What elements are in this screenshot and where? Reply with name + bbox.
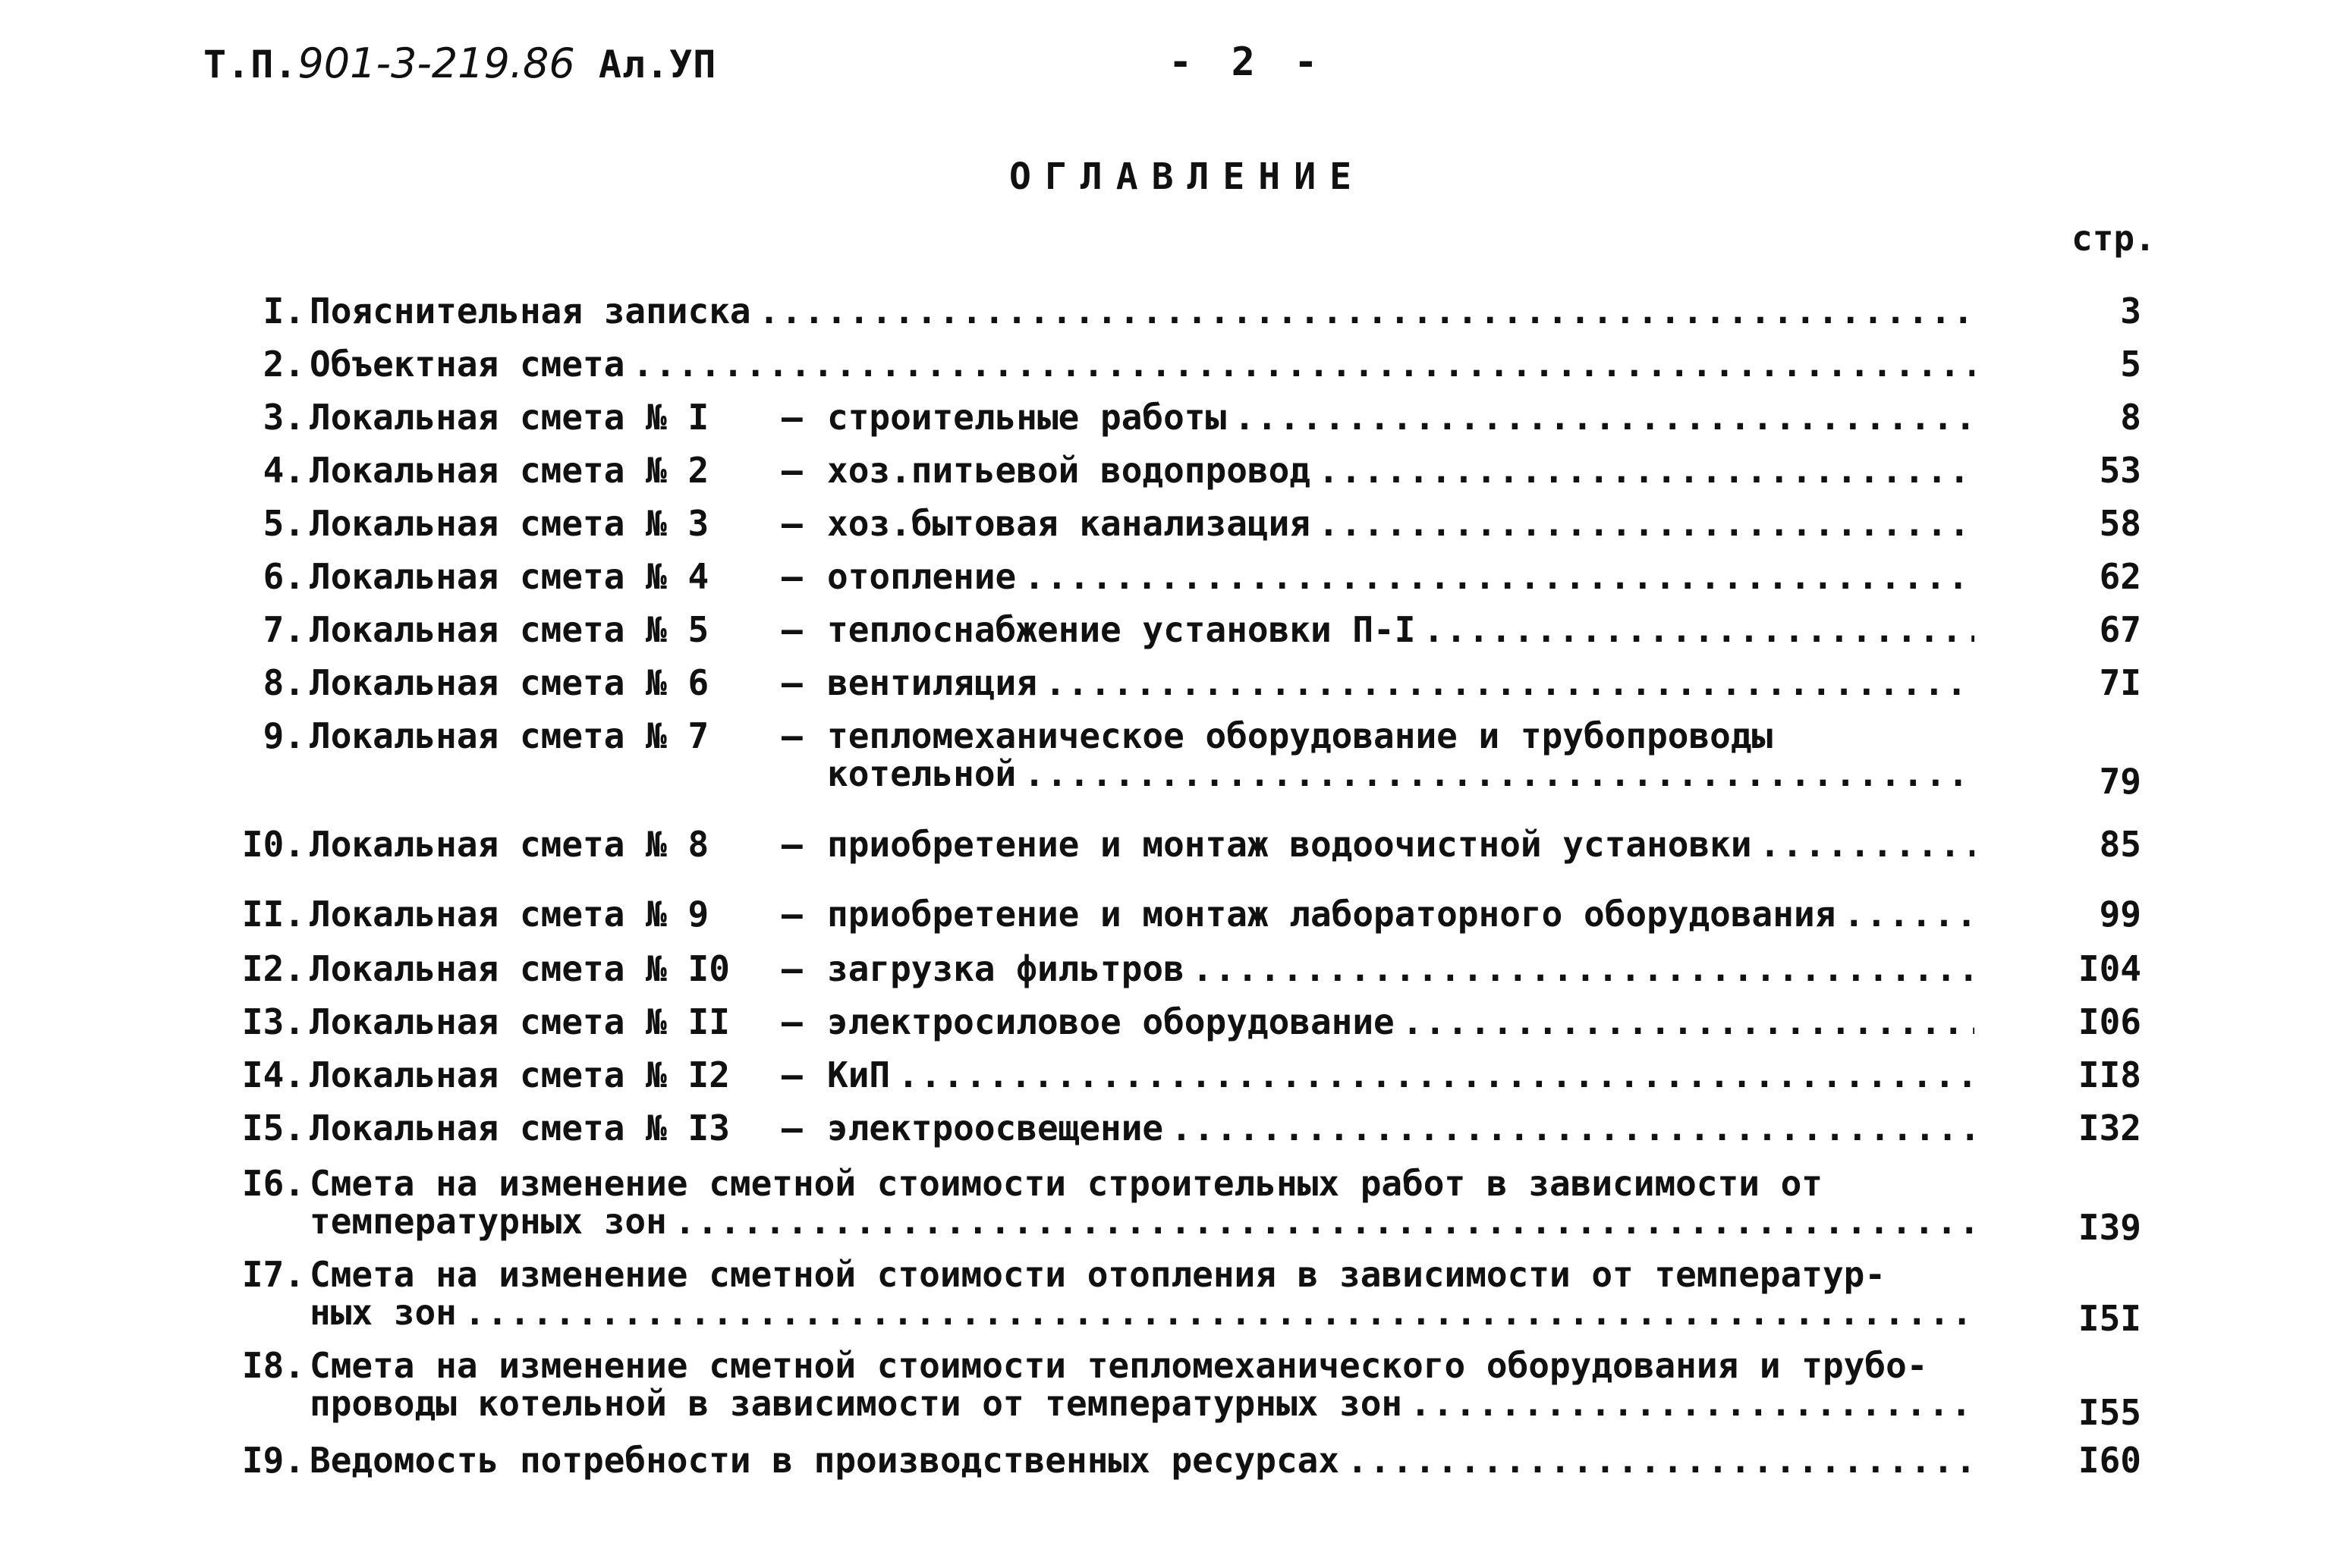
toc-item-estimate: Локальная смета № 4 [310,556,709,597]
leader-dots [1402,1003,1974,1041]
toc-item-estimate: Локальная смета № 9 [310,894,709,935]
toc-item-text: загрузка фильтров [827,948,1184,989]
toc-item-text: КиП [827,1054,891,1095]
toc-item-text: хоз.бытовая канализация [827,503,1310,544]
album-label: Ал.УП [598,42,717,86]
toc-item-text: тепломеханическое оборудование и трубопроводы [827,715,1773,756]
toc-item-text: приобретение и монтаж лабораторного оборудования [827,894,1836,935]
toc-item-page: 7I [2099,662,2141,703]
leader-dots [632,345,1974,383]
toc-item-estimate: Локальная смета № 2 [310,450,709,491]
toc-item-number: I4. [241,1054,305,1095]
leader-dots [675,1202,1974,1240]
dash: – [782,556,803,597]
toc-item-number: I9. [241,1440,305,1481]
toc-item-page: 3 [2120,291,2141,332]
leader-dots [1410,1384,1974,1422]
leader-dots [898,1056,1974,1094]
toc-item-page: 62 [2099,556,2141,597]
toc-item-estimate: Локальная смета № 5 [310,609,709,650]
toc-item-page: II8 [2078,1054,2141,1095]
leader-dots [1423,611,1974,649]
dash: – [782,824,803,865]
toc-item-text-continued: котельной [827,753,1017,794]
leader-dots [1024,755,1974,793]
toc-item-text: электросиловое оборудование [827,1001,1395,1042]
leader-dots [1024,558,1974,595]
toc-item-text-continued: температурных зон [310,1201,667,1242]
leader-dots [1318,451,1974,489]
dash: – [782,894,803,935]
leader-dots [759,292,1974,330]
leader-dots [1760,825,1974,863]
leader-dots [1045,664,1974,702]
toc-item-number: I8. [241,1345,305,1386]
toc-item-page: 67 [2099,609,2141,650]
toc-item-page: I39 [2078,1207,2141,1248]
toc-item-number: 7. [263,609,305,650]
toc-item-number: I. [263,291,305,332]
toc-item-number: 4. [263,450,305,491]
dash: – [782,662,803,703]
code-handwritten: 901-3-219.86 [297,39,575,87]
page-column-label: стр. [2071,218,2156,259]
toc-item-page: 58 [2099,503,2141,544]
leader-dots [464,1293,1974,1331]
toc-item-estimate: Локальная смета № I [310,397,709,438]
toc-item-page: 99 [2099,894,2141,935]
toc-item-number: I2. [241,948,305,989]
toc-item-number: II. [241,894,305,935]
toc-item-number: I7. [241,1254,305,1295]
dash: – [782,609,803,650]
page-title: ОГЛАВЛЕНИЕ [1009,156,1365,198]
toc-item-number: 9. [263,715,305,756]
toc-item-page: 53 [2099,450,2141,491]
leader-dots [1318,504,1974,542]
leader-dots [1347,1441,1974,1479]
toc-item-estimate: Локальная смета № 6 [310,662,709,703]
toc-item-number: 2. [263,344,305,385]
toc-item-text: Смета на изменение сметной стоимости отопления в зависимости от температур- [310,1254,1886,1295]
toc-item-text: Ведомость потребности в производственных ресурсах [310,1440,1340,1481]
toc-item-page: I04 [2078,948,2141,989]
toc-item-number: 8. [263,662,305,703]
leader-dots [1234,398,1974,436]
leader-dots [1171,1109,1974,1147]
toc-item-number: 5. [263,503,305,544]
dash: – [782,948,803,989]
toc-item-text: Объектная смета [310,344,625,385]
toc-item-number: I0. [241,824,305,865]
toc-item-estimate: Локальная смета № 8 [310,824,709,865]
dash: – [782,397,803,438]
toc-item-estimate: Локальная смета № 3 [310,503,709,544]
toc-item-estimate: Локальная смета № I0 [310,948,730,989]
dash: – [782,715,803,756]
toc-item-page: 79 [2099,761,2141,802]
leader-dots [1192,950,1974,988]
dash: – [782,1108,803,1149]
toc-item-text: строительные работы [827,397,1227,438]
code-prefix: Т.П. [203,42,298,86]
document-code [203,39,716,87]
toc-item-text: хоз.питьевой водопровод [827,450,1310,491]
toc-item-text: вентиляция [827,662,1037,703]
dash: – [782,1054,803,1095]
toc-item-page: 5 [2120,344,2141,385]
toc-item-text: приобретение и монтаж водоочистной установки [827,824,1752,865]
dash: – [782,503,803,544]
toc-item-page: 8 [2120,397,2141,438]
toc-item-estimate: Локальная смета № 7 [310,715,709,756]
toc-item-text: электроосвещение [827,1108,1164,1149]
toc-item-page: 85 [2099,824,2141,865]
leader-dots [1843,895,1974,933]
toc-item-estimate: Локальная смета № I2 [310,1054,730,1095]
toc-item-number: 3. [263,397,305,438]
dash: – [782,1001,803,1042]
toc-item-number: I3. [241,1001,305,1042]
toc-item-text: отопление [827,556,1017,597]
toc-item-page: I06 [2078,1001,2141,1042]
toc-item-estimate: Локальная смета № II [310,1001,730,1042]
toc-item-text: Смета на изменение сметной стоимости тепломеханического оборудования и трубо- [310,1345,1928,1386]
toc-item-number: I6. [241,1163,305,1204]
dash: – [782,450,803,491]
toc-item-text: Смета на изменение сметной стоимости строительных работ в зависимости от [310,1163,1823,1204]
toc-item-page: I60 [2078,1440,2141,1481]
toc-item-number: 6. [263,556,305,597]
toc-item-number: I5. [241,1108,305,1149]
toc-item-estimate: Локальная смета № I3 [310,1108,730,1149]
toc-item-page: I32 [2078,1108,2141,1149]
toc-item-page: I55 [2078,1392,2141,1433]
toc-item-page: I5I [2078,1298,2141,1339]
toc-item-text: теплоснабжение установки П-I [827,609,1416,650]
toc-item-text-continued: проводы котельной в зависимости от температурных зон [310,1383,1403,1424]
page-number: - 2 - [1169,39,1326,85]
toc-item-text-continued: ных зон [310,1292,457,1333]
toc-item-text: Пояснительная записка [310,291,751,332]
